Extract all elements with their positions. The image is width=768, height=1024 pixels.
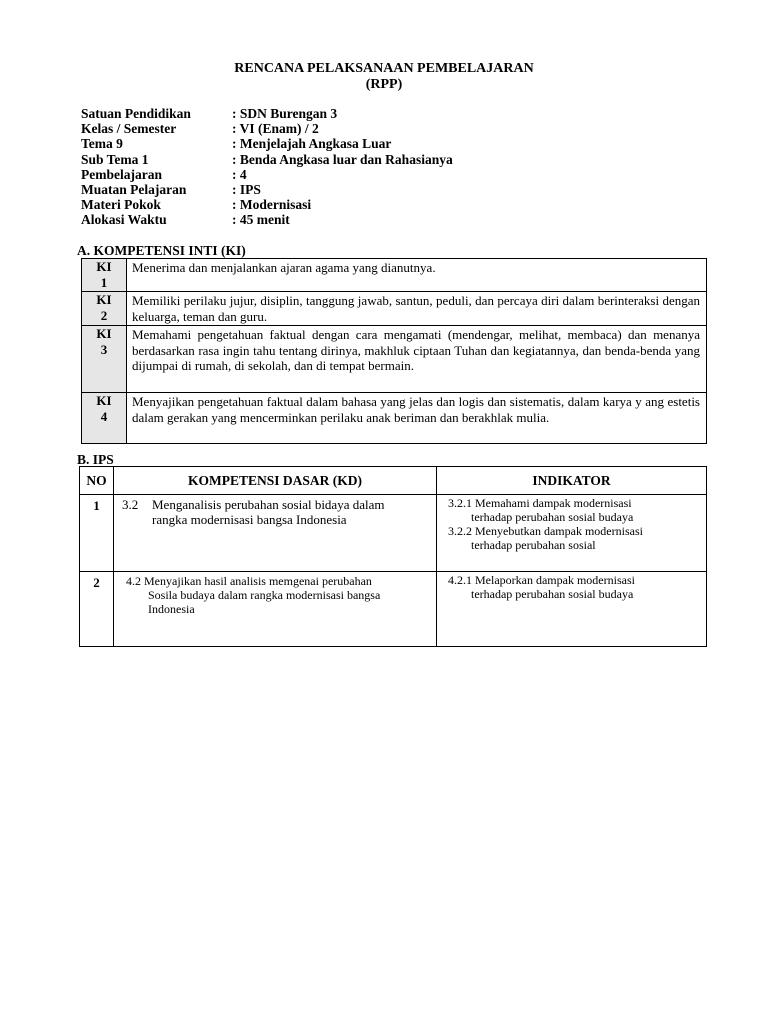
indikator-line: 3.2.1 Memahami dampak modernisasi (448, 496, 632, 510)
ki-text: Memiliki perilaku jujur, disiplin, tanggung jawab, santun, peduli, dan percaya diri dalam berinteraksi dengan keluarga, teman dan guru. (127, 292, 707, 326)
header-no: NO (80, 467, 114, 495)
ki-code-label: KI (96, 326, 112, 341)
identity-label: Satuan Pendidikan (81, 106, 191, 121)
header-indikator: INDIKATOR (437, 467, 707, 495)
identity-value: : IPS (232, 181, 261, 197)
ki-code (82, 292, 127, 326)
ki-text: Menerima dan menjalankan ajaran agama yang dianutnya. (127, 259, 707, 292)
indikator-item (437, 573, 706, 601)
indikator-line: 4.2.1 Melaporkan dampak modernisasi (448, 573, 635, 587)
ips-heading: B. IPS (77, 452, 114, 467)
kd-line: rangka modernisasi bangsa Indonesia (152, 512, 347, 527)
identity-label: Muatan Pelajaran (81, 181, 187, 197)
header-kd: KOMPETENSI DASAR (KD) (114, 467, 437, 495)
ki-row (82, 259, 707, 292)
kd-line: Indonesia (148, 602, 195, 616)
identity-label: Pembelajaran (81, 166, 162, 182)
identity-label: Tema 9 (81, 136, 123, 152)
identity-value: : VI (Enam) / 2 (232, 121, 319, 137)
kd-table (79, 466, 707, 647)
ki-table (81, 258, 707, 444)
kd-row (80, 495, 707, 572)
ki-code-number: 1 (100, 274, 108, 290)
indikator-item (437, 496, 706, 524)
indikator-item (437, 524, 706, 552)
identity-value: : 45 menit (232, 212, 290, 228)
kd-line: Menganalisis perubahan sosial bidaya dalam (152, 497, 385, 512)
ki-code (82, 326, 127, 393)
kd-text (114, 497, 436, 527)
identity-label: Sub Tema 1 (81, 151, 149, 167)
kd-line: Sosila budaya dalam rangka modernisasi bangsa (148, 588, 381, 602)
document-subtitle: (RPP) (365, 77, 403, 92)
row-number: 1 (80, 495, 114, 572)
ki-code-label: KI (96, 292, 112, 307)
ki-code-number: 4 (100, 408, 108, 424)
kd-text (114, 574, 436, 616)
kd-row (80, 572, 707, 647)
indikator-line: terhadap perubahan sosial (471, 538, 596, 552)
identity-value: : Modernisasi (232, 197, 312, 213)
indikator-line: terhadap perubahan sosial budaya (471, 510, 634, 524)
indikator-cell (437, 572, 707, 647)
ki-row (82, 292, 707, 326)
indikator-line: 3.2.2 Menyebutkan dampak modernisasi (448, 524, 643, 538)
identity-value: : 4 (232, 166, 247, 182)
kd-cell (114, 572, 437, 647)
kd-cell (114, 495, 437, 572)
ki-code (82, 393, 127, 444)
kd-line: 4.2 Menyajikan hasil analisis memgenai perubahan (126, 574, 372, 588)
identity-label: Kelas / Semester (81, 121, 177, 137)
ki-code (82, 259, 127, 292)
identity-label: Materi Pokok (81, 197, 161, 213)
row-number: 2 (80, 572, 114, 647)
document-title: RENCANA PELAKSANAAN PEMBELAJARAN (234, 61, 534, 76)
ki-code-label: KI (96, 259, 112, 274)
ki-row (82, 326, 707, 393)
identity-value: : Menjelajah Angkasa Luar (232, 136, 392, 152)
identity-value: : Benda Angkasa luar dan Rahasianya (232, 151, 453, 167)
ki-code-number: 3 (100, 341, 108, 357)
identity-value: : SDN Burengan 3 (232, 106, 338, 121)
kd-number: 3.2 (122, 497, 139, 512)
ki-text: Memahami pengetahuan faktual dengan cara mengamati (mendengar, melihat, membaca) dan menanya berdasarkan rasa ingin tahu tentang dirinya, makhluk ciptaan Tuhan dan kegiatannya, dan benda-benda yang dijumpai di rumah, di sekolah, dan di tempat bermain. (127, 326, 707, 393)
ki-heading: A. KOMPETENSI INTI (KI) (77, 243, 246, 258)
ki-text: Menyajikan pengetahuan faktual dalam bahasa yang jelas dan logis dan sistematis, dalam karya y ang estetis dalam gerakan yang mencerminkan perilaku anak beriman dan berakhlak mulia. (127, 393, 707, 444)
indikator-line: terhadap perubahan sosial budaya (471, 587, 634, 601)
indikator-cell (437, 495, 707, 572)
identity-label: Alokasi Waktu (81, 212, 167, 228)
ki-code-label: KI (96, 393, 112, 408)
ki-row (82, 393, 707, 444)
kd-header-row (80, 467, 707, 495)
ki-code-number: 2 (100, 307, 108, 323)
